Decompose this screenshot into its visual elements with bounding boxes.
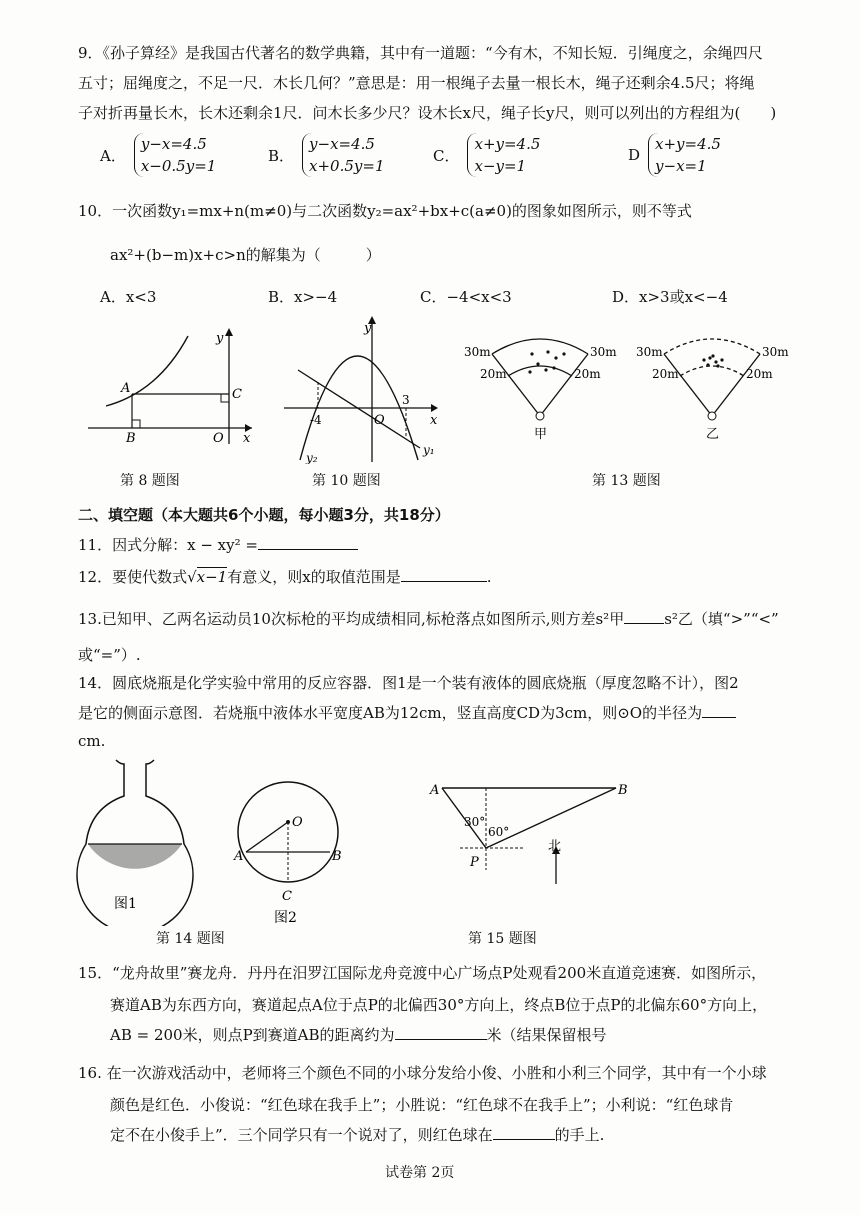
option-label: D (628, 146, 641, 164)
section-2-title: 二、填空题（本大题共6个小题，每小题3分，共18分） (78, 506, 450, 524)
fig13-caption: 第 13 题图 (592, 473, 661, 489)
q14-answer-blank[interactable] (702, 703, 736, 718)
fig8-label-y: y (216, 331, 224, 346)
option-label: C． (433, 146, 460, 165)
circle-figure-2 (238, 782, 338, 882)
fig8-label-o: O (213, 431, 224, 446)
fig10-label-o: O (374, 413, 385, 428)
q12: 12．要使代数式√x−1有意义，则x的取值范围是 . (78, 568, 492, 586)
fig8-label-c: C (232, 387, 242, 402)
figure-8 (88, 322, 258, 448)
q12-answer-blank[interactable] (401, 567, 487, 582)
q15-line2: 赛道AB为东西方向，赛道起点A位于点P的北偏西30°方向上，终点B位于点P的北偏东60°方向上， (110, 996, 768, 1014)
fig15-label-30: 30° (464, 815, 486, 829)
fig8-label-x: x (243, 431, 251, 446)
figure-10 (280, 312, 450, 464)
q9-line3: 子对折再量长木，长木还剩余1尺．问木长多少尺？设木长x尺，绳子长y尺，则可以列出的方程组为( ) (78, 104, 777, 122)
fig14-label-a: A (234, 849, 244, 864)
fig10-label-y: y (364, 321, 372, 336)
q10-line1: 10．一次函数y₁=mx+n(m≠0)与二次函数y₂=ax²+bx+c(a≠0)的图象如图所示，则不等式 (78, 202, 692, 220)
fig14-label-1: 图1 (114, 896, 137, 912)
fig13-label-yi: 乙 (706, 427, 720, 442)
fig15-label-p: P (470, 855, 479, 870)
equation-system: y−x=4.5 x−0.5y=1 (134, 133, 216, 177)
equation-system: y−x=4.5 x+0.5y=1 (302, 133, 384, 177)
fig15-caption: 第 15 题图 (468, 931, 537, 947)
fig13-label-20m-right: 20m (574, 367, 601, 381)
fig13-label-20m-left-2: 20m (652, 367, 679, 381)
q16-answer-blank[interactable] (493, 1125, 555, 1140)
q9-option-b (268, 133, 385, 177)
q16-line3: 定不在小俊手上”．三个同学只有一个说对了，则红色球在 的手上. (110, 1126, 605, 1144)
fig15-label-north: 北 (548, 839, 562, 854)
fig15-label-60: 60° (488, 825, 510, 839)
q10-line2: ax²+(b−m)x+c>n的解集为（ ） (110, 246, 381, 264)
q9-option-c (433, 133, 540, 177)
fig10-caption: 第 10 题图 (312, 473, 381, 489)
q15-answer-blank[interactable] (395, 1025, 487, 1040)
q15-line1: 15．“龙舟故里”赛龙舟．丹丹在汨罗江国际龙舟竞渡中心广场点P处观看200米直道竞速赛．如图所示， (78, 964, 767, 982)
q10-option-a: A．x<3 (100, 288, 157, 306)
y-axis-arrow (225, 328, 233, 336)
q14-line1: 14．圆底烧瓶是化学实验中常用的反应容器．图1是一个装有液体的圆底烧瓶（厚度忽略不计），图2 (78, 674, 739, 692)
fig10-label-x: x (430, 413, 438, 428)
equation-system: x+y=4.5 x−y=1 (467, 133, 540, 177)
right-angle-b (132, 420, 140, 428)
figure-13 (460, 330, 805, 450)
fig14-label-o: O (292, 815, 303, 830)
fig8-label-a: A (121, 381, 131, 396)
fig10-label-y2: y₂ (306, 451, 318, 464)
fig15-label-a: A (430, 783, 440, 798)
q13-line2: 或“=”）. (78, 646, 141, 664)
q11-answer-blank[interactable] (258, 535, 358, 550)
fig15-label-b: B (618, 783, 628, 798)
x-axis-arrow (431, 404, 438, 412)
page-number: 试卷第 2页 (385, 1165, 455, 1181)
fig13-label-30m-right: 30m (590, 345, 617, 359)
fig13-label-30m-right-2: 30m (762, 345, 789, 359)
figure-15 (420, 774, 640, 892)
q15-line3: AB = 200米，则点P到赛道AB的距离约为 米（结果保留根号 (110, 1026, 607, 1044)
fig14-label-b: B (332, 849, 342, 864)
q9-option-d (628, 133, 721, 177)
fig8-label-b: B (126, 431, 136, 446)
fig10-label-y1: y₁ (423, 443, 435, 457)
q16-line1: 16. 在一次游戏活动中，老师将三个颜色不同的小球分发给小俊、小胜和小利三个同学，其中有一个小球 (78, 1064, 767, 1082)
q14-line3: cm. (78, 732, 106, 750)
fig13-label-20m-left: 20m (480, 367, 507, 381)
fig10-label-neg4: -4 (310, 413, 322, 427)
q10-option-c: C．−4<x<3 (420, 288, 512, 306)
q14-line2: 是它的侧面示意图．若烧瓶中液体水平宽度AB为12cm，竖直高度CD为3cm，则⊙O的半径为 (78, 698, 778, 728)
curve (106, 336, 188, 406)
right-angle-c (221, 394, 229, 402)
q9-option-a (100, 133, 216, 177)
q16-line2: 颜色是红色．小俊说：“红色球在我手上”；小胜说：“红色球不在我手上”；小利说：“红色球肯 (110, 1096, 734, 1114)
option-label: B． (268, 146, 295, 165)
q10-option-d: D．x>3或x<−4 (612, 288, 728, 306)
fig13-label-30m-left-2: 30m (636, 345, 663, 359)
fig14-label-2: 图2 (274, 910, 297, 926)
fig13-label-jia: 甲 (534, 427, 548, 442)
q13-line1: 13.已知甲、乙两名运动员10次标枪的平均成绩相同,标枪落点如图所示,则方差s²甲 s²乙（填“>”“<” (78, 610, 779, 628)
equation-system: x+y=4.5 y−x=1 (648, 133, 721, 177)
q10-option-b: B．x>−4 (268, 288, 338, 306)
q11: 11．因式分解：x − xy² = (78, 530, 778, 560)
fig14-caption: 第 14 题图 (156, 931, 225, 947)
fig13-label-20m-right-2: 20m (746, 367, 773, 381)
fig13-label-30m-left: 30m (464, 345, 491, 359)
fig8-caption: 第 8 题图 (120, 473, 180, 489)
q13-answer-blank[interactable] (624, 609, 664, 624)
fig14-label-c: C (282, 889, 292, 904)
q9-line2: 五寸；屈绳度之，不足一尺．木长几何？”意思是：用一根绳子去量一根长木，绳子还剩余4.5尺；将绳 (78, 74, 755, 92)
q9-line1: 9．《孙子算经》是我国古代著名的数学典籍，其中有一道题：“今有木，不知长短．引绳度之，余绳四尺 (78, 44, 763, 62)
figure-14 (76, 756, 362, 926)
fig10-label-3: 3 (402, 393, 410, 407)
sqrt-expression: √x−1 (187, 568, 228, 586)
option-label: A． (100, 146, 126, 165)
